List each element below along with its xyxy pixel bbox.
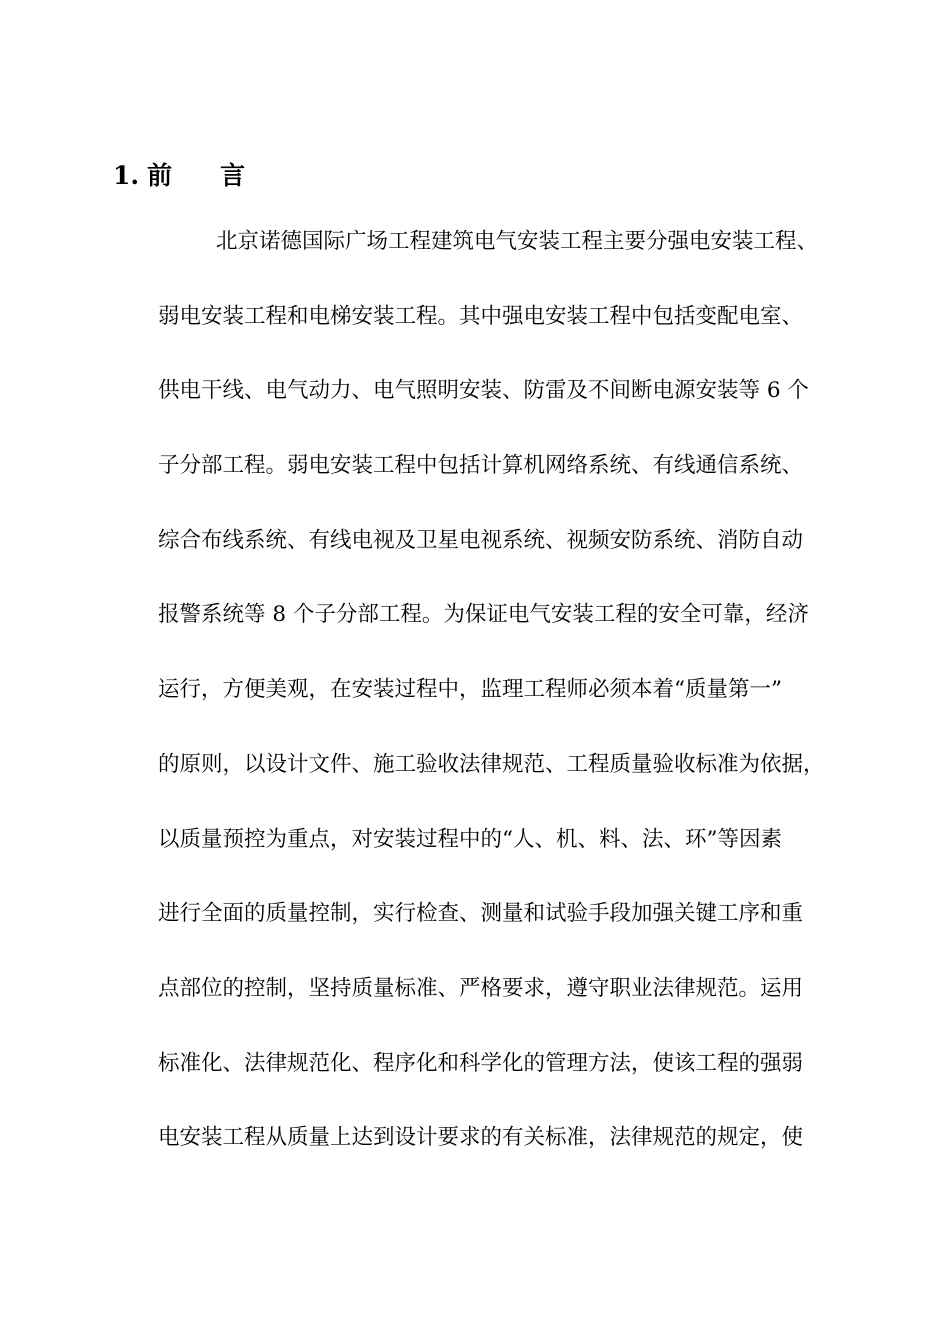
paragraph-line: 进行全面的质量控制，实行检查、测量和试验手段加强关键工序和重	[158, 901, 804, 927]
paragraph-line: 报警系统等 8 个子分部工程。为保证电气安装工程的安全可靠，经济	[158, 602, 809, 628]
paragraph-line: 的原则，以设计文件、施工验收法律规范、工程质量验收标准为依据，	[158, 751, 825, 777]
paragraph-line: 弱电安装工程和电梯安装工程。其中强电安装工程中包括变配电室、	[158, 303, 804, 329]
body-paragraph	[158, 222, 858, 1193]
paragraph-line: 电安装工程从质量上达到设计要求的有关标准，法律规范的规定，使	[158, 1125, 804, 1151]
paragraph-line: 子分部工程。弱电安装工程中包括计算机网络系统、有线通信系统、	[158, 453, 804, 479]
paragraph-line: 综合布线系统、有线电视及卫星电视系统、视频安防系统、消防自动	[158, 527, 804, 553]
paragraph-line: 点部位的控制，坚持质量标准、严格要求，遵守职业法律规范。运用	[158, 975, 804, 1001]
section-number: 1.	[113, 161, 140, 190]
heading-word-2: 言	[220, 161, 246, 190]
section-heading	[113, 158, 245, 194]
paragraph-line: 北京诺德国际广场工程建筑电气安装工程主要分强电安装工程、	[216, 229, 819, 254]
paragraph-line: 标准化、法律规范化、程序化和科学化的管理方法，使该工程的强弱	[158, 1050, 804, 1076]
heading-word-1: 前	[147, 161, 173, 190]
paragraph-line: 以质量预控为重点，对安装过程中的“人、机、料、法、环”等因素	[158, 826, 782, 852]
paragraph-line: 供电干线、电气动力、电气照明安装、防雷及不间断电源安装等 6 个	[158, 378, 809, 404]
paragraph-line: 运行，方便美观，在安装过程中，监理工程师必须本着“质量第一”	[158, 677, 782, 703]
